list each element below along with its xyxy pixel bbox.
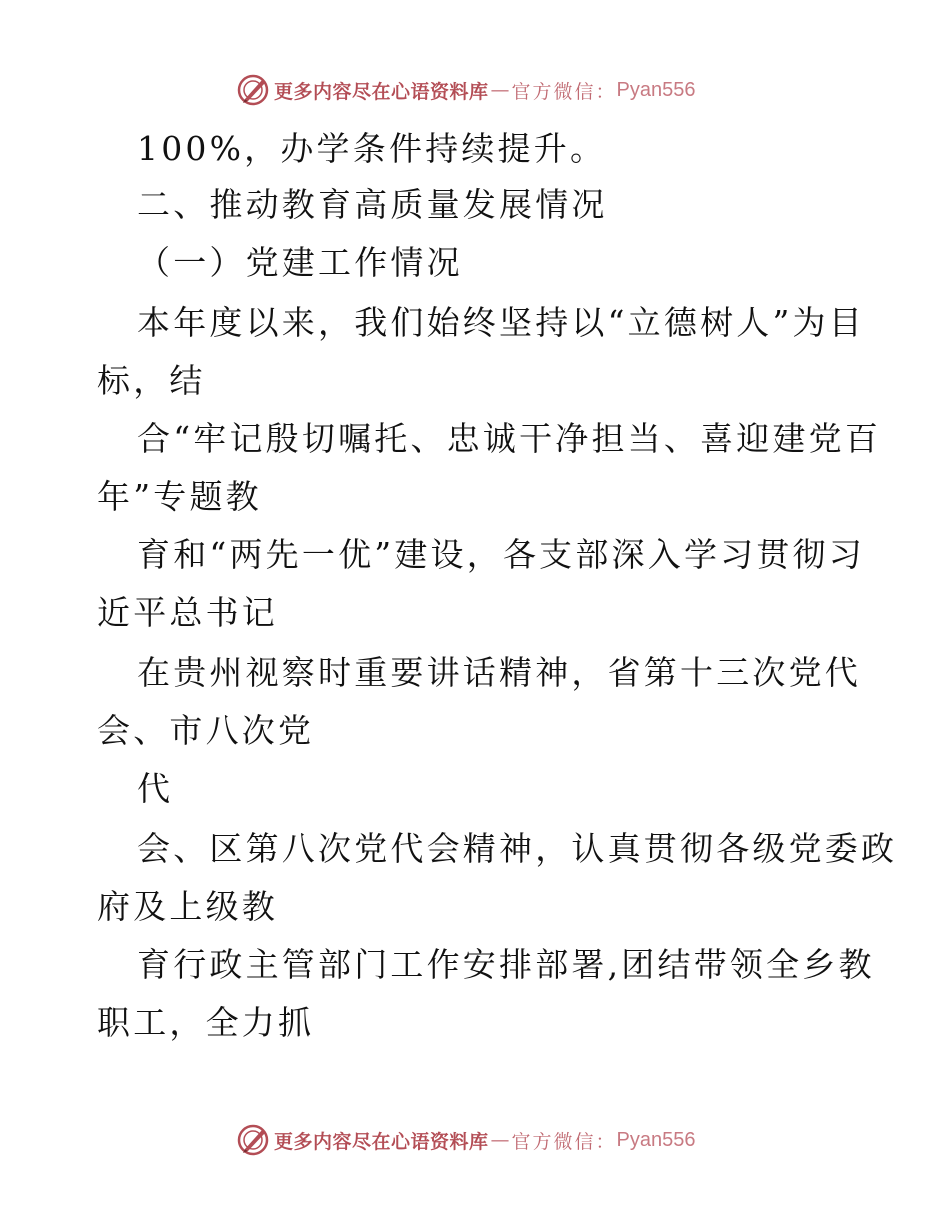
body-line: 100%，办学条件持续提升。 [137, 129, 607, 168]
body-line: 在贵州视察时重要讲话精神，省第十三次党代 [137, 653, 861, 692]
watermark-wechat-id: Pyan556 [616, 78, 696, 101]
body-line: 本年度以来，我们始终坚持以“立德树人”为目 [137, 303, 865, 342]
watermark-wechat-id: Pyan556 [616, 1128, 696, 1151]
watermark-label: 官方微信： [511, 1130, 617, 1153]
watermark-separator: — [490, 79, 510, 101]
body-line: 代 [137, 769, 174, 808]
pen-logo-icon [236, 73, 270, 107]
watermark-main-text: 更多内容尽在心语资料库 [274, 80, 489, 103]
footer-watermark [236, 1123, 696, 1157]
pen-logo-icon [236, 1123, 270, 1157]
body-line: 近平总书记 [97, 593, 278, 632]
body-line: 职工，全力抓 [97, 1003, 315, 1042]
body-line: 育和“两先一优”建设，各支部深入学习贯彻习 [137, 535, 865, 574]
watermark-main-text: 更多内容尽在心语资料库 [274, 1130, 489, 1153]
subsection-heading: （一）党建工作情况 [137, 243, 463, 282]
watermark-label: 官方微信： [511, 80, 617, 103]
body-line: 会、区第八次党代会精神，认真贯彻各级党委政 [137, 829, 898, 868]
header-watermark [236, 73, 696, 107]
body-line: 合“牢记殷切嘱托、忠诚干净担当、喜迎建党百 [137, 419, 882, 458]
section-heading: 二、推动教育高质量发展情况 [137, 185, 608, 224]
body-line: 会、市八次党 [97, 711, 315, 750]
body-line: 育行政主管部门工作安排部署,团结带领全乡教 [137, 945, 875, 984]
body-line: 府及上级教 [97, 887, 278, 926]
body-line: 标，结 [97, 361, 206, 400]
watermark-separator: — [490, 1129, 510, 1151]
body-line: 年”专题教 [97, 477, 262, 516]
